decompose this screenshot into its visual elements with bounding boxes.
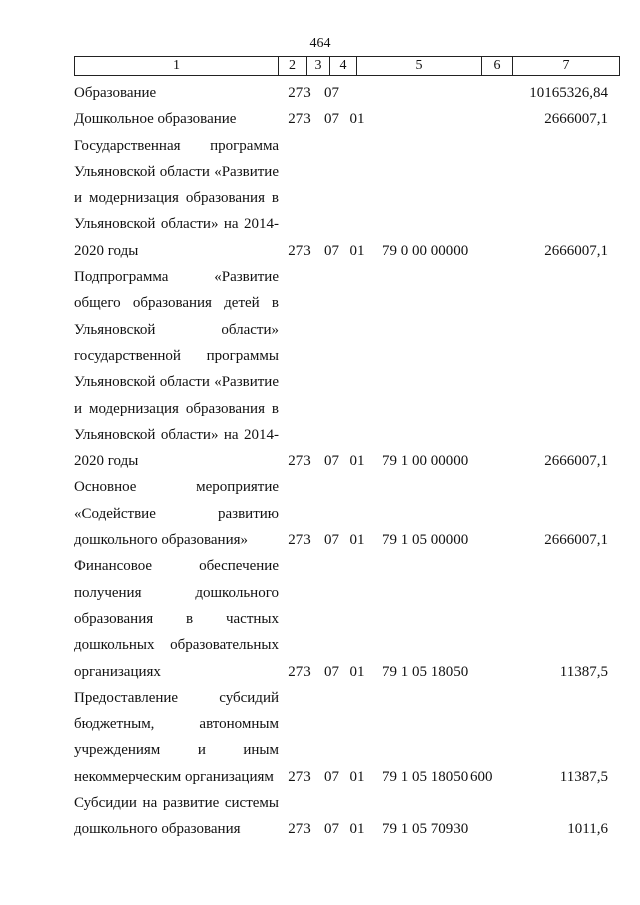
row-ved: 273 <box>288 111 311 128</box>
col-header-sum: 7 <box>513 57 620 76</box>
row-vr <box>470 80 504 106</box>
row-rz: 07 <box>324 768 339 785</box>
row-csr: 79 1 05 18050 <box>382 768 469 785</box>
row-rz: 07 <box>324 85 339 101</box>
row-csr: 79 0 00 00000 <box>382 242 469 259</box>
row-csr: 79 1 05 18050 <box>382 663 469 680</box>
row-pr: 01 <box>349 453 365 470</box>
col-header-ved: 2 <box>279 57 307 76</box>
row-csr <box>370 106 470 132</box>
col-header-rz: 3 <box>307 57 330 76</box>
row-ved: 273 <box>288 768 311 785</box>
row-name: Образование <box>74 85 157 101</box>
row-pr <box>344 80 370 106</box>
row-rz: 07 <box>324 111 339 128</box>
row-name: Основное мероприятие «Содействие развитию дошкольного образования» <box>74 479 279 549</box>
row-vr: 600 <box>470 768 493 785</box>
row-name: Подпрограмма «Развитие общего образования детей в Ульяновской области» государственной программы Ульяновской области «Развитие и модернизация образования в Ульяновской области» на 2014-2020 годы <box>74 269 279 470</box>
page-number: 464 <box>309 36 331 51</box>
row-csr: 79 1 05 70930 <box>382 821 469 838</box>
row-rz: 07 <box>324 663 339 680</box>
row-pr: 01 <box>349 242 365 259</box>
row-sum: 10165326,84 <box>529 85 608 101</box>
table-row <box>74 553 614 684</box>
table-row <box>74 474 614 553</box>
row-vr <box>470 816 504 842</box>
row-pr: 01 <box>349 111 365 128</box>
row-ved: 273 <box>288 453 311 470</box>
row-vr <box>470 448 504 474</box>
row-ved: 273 <box>288 532 311 549</box>
row-pr: 01 <box>349 768 365 785</box>
row-sum: 2666007,1 <box>544 111 608 128</box>
row-rz: 07 <box>324 453 339 470</box>
row-sum: 1011,6 <box>567 821 608 838</box>
column-header <box>74 56 620 76</box>
row-csr: 79 1 00 00000 <box>382 453 469 470</box>
table-row <box>74 106 614 132</box>
row-csr: 79 1 05 00000 <box>382 532 469 549</box>
row-vr <box>470 659 504 685</box>
row-pr: 01 <box>349 532 365 549</box>
col-header-csr: 5 <box>357 57 482 76</box>
row-ved: 273 <box>288 242 311 259</box>
row-pr: 01 <box>349 663 365 680</box>
row-vr <box>470 527 504 553</box>
row-sum: 2666007,1 <box>544 532 608 549</box>
row-rz: 07 <box>324 532 339 549</box>
row-sum: 11387,5 <box>559 768 608 785</box>
table-row <box>74 685 614 790</box>
row-name: Государственная программа Ульяновской области «Развитие и модернизация образования в Ульяновской области» на 2014-2020 годы <box>74 137 279 259</box>
row-ved: 273 <box>288 663 311 680</box>
row-sum: 11387,5 <box>559 663 608 680</box>
row-ved: 273 <box>288 85 311 101</box>
row-name: Субсидии на развитие системы дошкольного образования <box>74 795 279 838</box>
row-ved: 273 <box>288 821 311 838</box>
row-rz: 07 <box>324 821 339 838</box>
row-sum: 2666007,1 <box>544 242 608 259</box>
row-csr <box>370 80 470 106</box>
row-pr: 01 <box>349 821 365 838</box>
row-name: Дошкольное образование <box>74 111 237 128</box>
row-vr <box>470 238 504 264</box>
row-sum: 2666007,1 <box>544 453 608 470</box>
table-row <box>74 80 614 106</box>
row-name: Финансовое обеспечение получения дошкольного образования в частных дошкольных образовательных организациях <box>74 558 279 680</box>
col-header-vr: 6 <box>482 57 513 76</box>
row-rz: 07 <box>324 242 339 259</box>
budget-table <box>74 80 614 843</box>
col-header-name: 1 <box>75 57 279 76</box>
table-row <box>74 264 614 474</box>
row-name: Предоставление субсидий бюджетным, автономным учреждениям и иным некоммерческим организациям <box>74 689 279 785</box>
col-header-pr: 4 <box>330 57 357 76</box>
table-row <box>74 133 614 264</box>
row-vr <box>470 106 504 132</box>
table-row <box>74 790 614 843</box>
